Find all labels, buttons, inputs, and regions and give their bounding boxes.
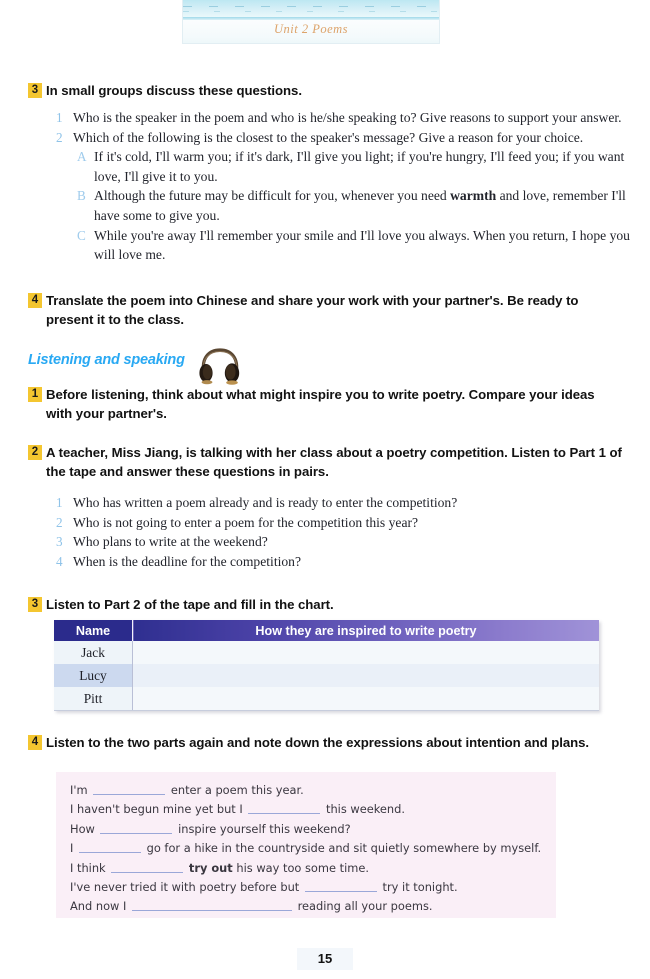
expression-pre: I've never tried it with poetry before but xyxy=(70,880,300,895)
task-2-miss-jiang xyxy=(28,444,622,481)
expression-post: enter a poem this year. xyxy=(170,783,304,797)
expression-pre: I'm xyxy=(70,783,88,797)
task-4-expressions xyxy=(28,734,624,753)
task-instruction: Before listening, think about what might inspire you to write poetry. Compare your ideas with your partner's. xyxy=(46,387,595,421)
column-header-name: Name xyxy=(54,620,133,641)
discuss-question-list xyxy=(56,108,636,265)
cell-name: Lucy xyxy=(54,664,133,687)
expression-line xyxy=(70,897,556,916)
task-number-badge: 2 xyxy=(28,445,42,460)
fill-in-blank[interactable] xyxy=(100,822,172,834)
cell-name: Pitt xyxy=(54,687,133,711)
choice-text xyxy=(94,186,636,225)
headphones-icon xyxy=(196,346,244,386)
expression-post: go for a hike in the countryside and sit quietly somewhere by myself. xyxy=(146,841,542,856)
expression-pre: I haven't begun mine yet but I xyxy=(70,802,243,817)
fill-in-blank[interactable] xyxy=(305,880,377,892)
list-marker: 1 xyxy=(56,495,63,510)
expression-line xyxy=(70,781,556,800)
unit-title: Unit 2 Poems xyxy=(273,22,349,36)
list-item xyxy=(56,108,636,128)
table-row xyxy=(54,641,599,664)
choice-item-c xyxy=(77,226,636,265)
expression-line xyxy=(70,800,556,819)
expressions-box xyxy=(56,772,556,918)
list-text: Who has written a poem already and is ready to enter the competition? xyxy=(73,495,458,510)
expression-line xyxy=(70,820,556,839)
list-text: Who is the speaker in the poem and who is he/she speaking to? Give reasons to support your answer. xyxy=(73,110,622,125)
choice-marker: C xyxy=(77,227,86,243)
unit-banner xyxy=(182,0,440,44)
chart-head xyxy=(54,620,599,641)
cell-name: Jack xyxy=(54,641,133,664)
banner-sky-illustration xyxy=(183,0,439,17)
task-number-badge: 4 xyxy=(28,735,42,750)
list-marker: 2 xyxy=(56,129,63,145)
fill-in-blank[interactable] xyxy=(111,861,183,873)
fill-in-blank[interactable] xyxy=(248,802,320,814)
task-number-badge: 3 xyxy=(28,597,42,612)
expression-post: inspire yourself this weekend? xyxy=(178,821,351,836)
section-heading-listening-and-speaking: Listening and speaking xyxy=(28,352,185,368)
cell-how-blank[interactable] xyxy=(133,664,600,687)
choice-marker: B xyxy=(77,188,86,204)
list-item xyxy=(56,493,616,513)
choice-text-after: and love, remember I'll have some to give you. xyxy=(94,188,626,223)
task-instruction: Translate the poem into Chinese and share your work with your partner's. Be ready to present it to the class. xyxy=(46,293,579,327)
expression-pre: How xyxy=(70,821,95,836)
task-3-chart xyxy=(28,596,588,615)
chart-body xyxy=(54,641,599,711)
expression-post: try it tonight. xyxy=(382,880,458,895)
table-row xyxy=(54,664,599,687)
table-header-row xyxy=(54,620,599,641)
expression-line xyxy=(70,839,556,858)
listening-question-list xyxy=(56,493,616,571)
task-number-badge: 4 xyxy=(28,293,42,308)
task-1-before-listening xyxy=(28,386,606,423)
chart-table xyxy=(54,620,599,711)
list-text: Which of the following is the closest to the speaker's message? Give a reason for your choice. xyxy=(73,129,584,145)
list-item xyxy=(56,128,636,148)
fill-in-blank[interactable] xyxy=(132,899,292,911)
list-marker: 3 xyxy=(56,534,63,550)
list-text: Who plans to write at the weekend? xyxy=(73,534,268,550)
task-instruction: Listen to Part 2 of the tape and fill in the chart. xyxy=(46,597,334,612)
page-number: 15 xyxy=(297,948,353,970)
list-item xyxy=(56,532,616,552)
choice-marker: A xyxy=(77,149,87,165)
expression-line xyxy=(70,878,556,897)
table-row xyxy=(54,687,599,711)
list-marker: 1 xyxy=(56,110,63,125)
choice-bold-word: warmth xyxy=(450,188,497,204)
cell-how-blank[interactable] xyxy=(133,687,600,711)
expression-pre: I xyxy=(70,841,74,856)
task-3-discuss xyxy=(28,82,628,101)
column-header-how: How they are inspired to write poetry xyxy=(133,620,600,641)
task-4-translate xyxy=(28,292,616,329)
expression-bold: try out xyxy=(188,860,233,875)
list-text: When is the deadline for the competition? xyxy=(73,553,301,569)
task-number-badge: 3 xyxy=(28,83,42,98)
fill-in-blank[interactable] xyxy=(93,783,165,795)
expression-line xyxy=(70,859,556,878)
inspiration-chart xyxy=(54,620,599,711)
list-item xyxy=(56,552,616,572)
choice-text: If it's cold, I'll warm you; if it's dark, I'll give you light; if you're hungry, I'll feed you; if you want love, I'll give it to you. xyxy=(94,149,625,184)
expression-post: this weekend. xyxy=(325,802,405,817)
list-text: Who is not going to enter a poem for the competition this year? xyxy=(73,514,419,530)
expression-post: his way too some time. xyxy=(236,860,369,875)
task-instruction: In small groups discuss these questions. xyxy=(46,83,302,98)
task-number-badge: 1 xyxy=(28,387,42,402)
list-marker: 4 xyxy=(56,553,63,569)
cell-how-blank[interactable] xyxy=(133,641,600,664)
choice-text: While you're away I'll remember your smile and I'll love you always. When you return, I hope you will love me. xyxy=(94,227,630,263)
expression-pre: I think xyxy=(70,860,106,875)
expression-pre: And now I xyxy=(70,899,127,914)
choice-item-b xyxy=(77,186,636,225)
choice-item-a xyxy=(77,147,636,186)
task-instruction: Listen to the two parts again and note down the expressions about intention and plans. xyxy=(46,735,590,750)
fill-in-blank[interactable] xyxy=(79,841,141,853)
list-marker: 2 xyxy=(56,514,63,530)
task-instruction: A teacher, Miss Jiang, is talking with her class about a poetry competition. Listen to Part 1 of the tape and answer these questions in pairs. xyxy=(46,445,622,479)
choice-text-before: Although the future may be difficult for you, whenever you need xyxy=(94,188,451,204)
expression-post: reading all your poems. xyxy=(297,899,433,914)
list-item xyxy=(56,513,616,533)
